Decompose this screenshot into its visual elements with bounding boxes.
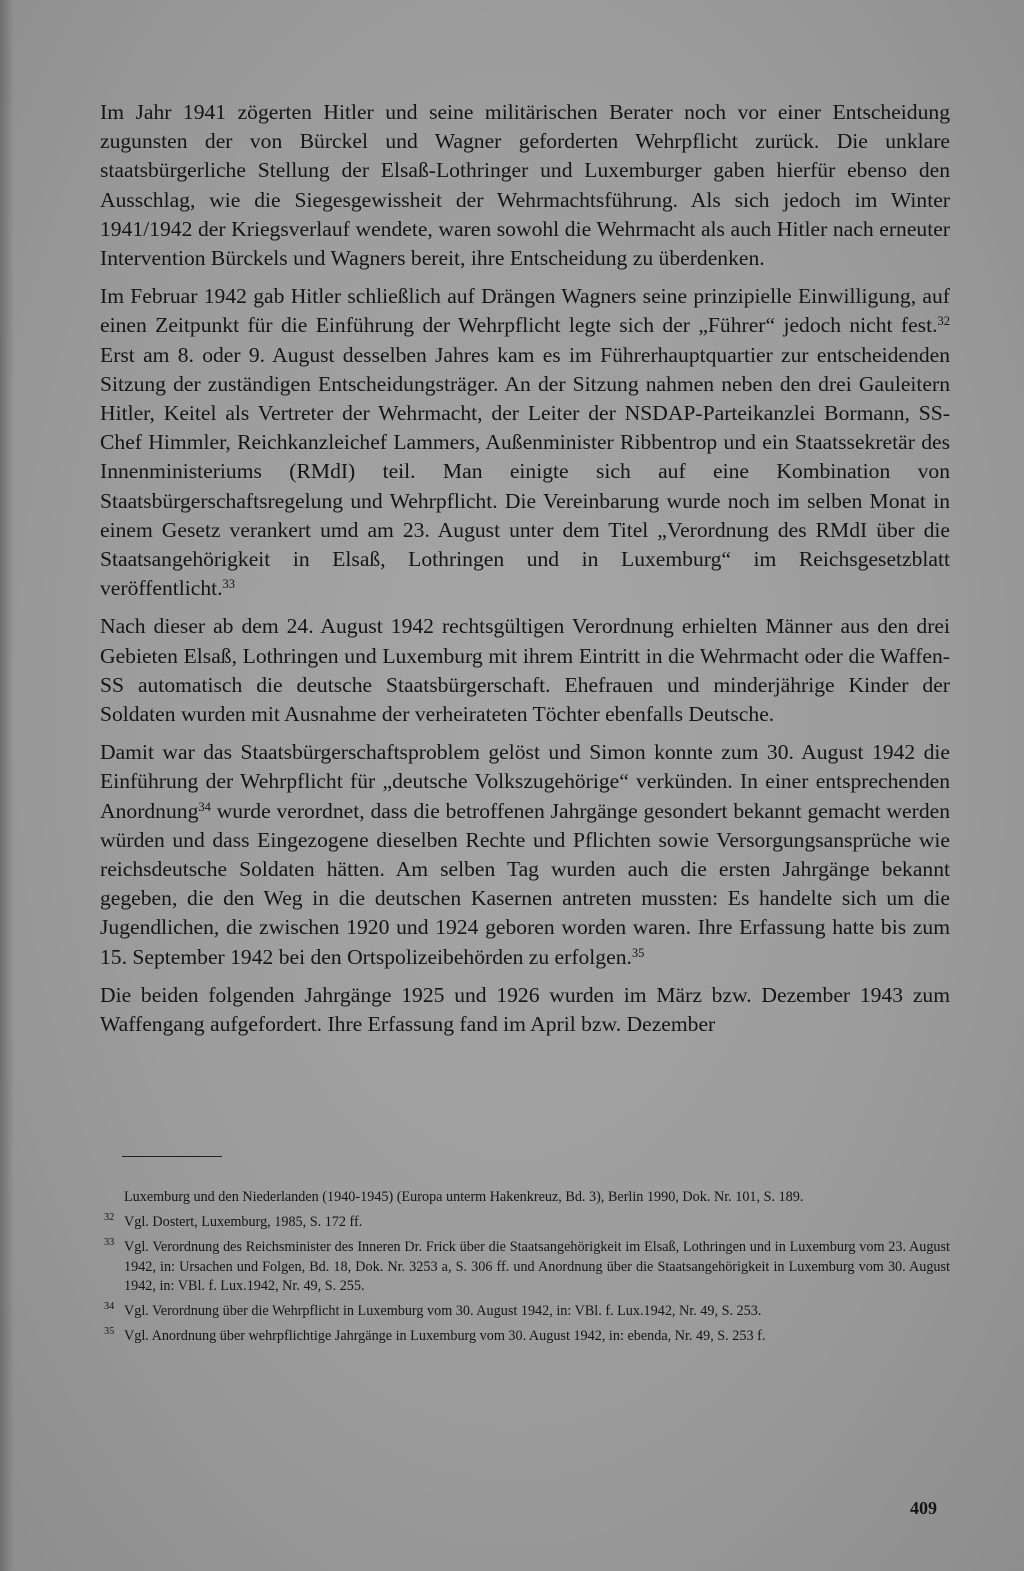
footnote-continued: [104, 1188, 950, 1207]
paragraph-2-part-a: Im Februar 1942 gab Hitler schließlich auf Drängen Wagners seine prinzipielle Einwilligung, auf einen Zeitpunkt für die Einführung der Wehrpflicht legte sich der „Führer“ jedoch nicht fest.: [100, 284, 950, 338]
page-number: 409: [910, 1498, 937, 1518]
paragraph-5: Die beiden folgenden Jahrgänge 1925 und 1926 wurden im März bzw. Dezember 1943 zum Waffengang aufgefordert. Ihre Erfassung fand im April bzw. Dezember: [100, 982, 950, 1037]
footnote-text: Vgl. Verordnung über die Wehrpflicht in Luxemburg vom 30. August 1942, in: VBl. f. Lux.1942, Nr. 49, S. 253.: [124, 1303, 762, 1320]
footnote-ref-32: 32: [937, 314, 950, 329]
footnote-number: 33: [104, 1237, 115, 1249]
paragraph-1: Im Jahr 1941 zögerten Hitler und seine militärischen Berater noch vor einer Entscheidung zugunsten der von Bürckel und Wagner geforderten Wehrpflicht zurück. Die unklare staatsbürgerliche Stellung der Elsaß-Lothringer und Luxemburger gaben hierfür ebenso den Ausschlag, wie die Siegesgewissheit der Wehrmachtsführung. Als sich jedoch im Winter 1941/1942 der Kriegsverlauf wendete, waren sowohl die Wehrmacht als auch Hitler nach erneuter Intervention Bürckels und Wagners bereit, ihre Entscheidung zu überdenken.: [100, 100, 950, 271]
footnote-text: Vgl. Dostert, Luxemburg, 1985, S. 172 ff.: [124, 1214, 363, 1231]
footnote-34: [104, 1302, 950, 1321]
footnote-divider: [122, 1156, 222, 1157]
footnote-number: 35: [104, 1326, 115, 1338]
footnote-number: 32: [104, 1212, 115, 1224]
footnote-35: [104, 1327, 950, 1346]
footnote-33: [104, 1238, 950, 1296]
paragraph-3: Nach dieser ab dem 24. August 1942 rechtsgültigen Verordnung erhielten Männer aus den drei Gebieten Elsaß, Lothringen und Luxemburg mit ihrem Eintritt in die Wehrmacht oder die Waffen-SS automatisch die deutsche Staatsbürgerschaft. Ehefrauen und minderjährige Kinder der Soldaten wurden mit Ausnahme der verheirateten Töchter ebenfalls Deutsche.: [100, 614, 950, 727]
main-text: [100, 98, 950, 1048]
paragraph-4-part-a: Damit war das Staatsbürgerschaftsproblem gelöst und Simon konnte zum 30. August 1942 die Einführung der Wehrpflicht für „deutsche Volkszugehörige“ verkünden. In einer entsprechenden Anordnung: [100, 740, 950, 823]
footnote-ref-33: 33: [222, 577, 236, 592]
footnote-text: Vgl. Anordnung über wehrpflichtige Jahrgänge in Luxemburg vom 30. August 1942, in: ebenda, Nr. 49, S. 253 f.: [124, 1328, 766, 1345]
paragraph-4: [100, 738, 950, 972]
paragraph-4-part-b: wurde verordnet, dass die betroffenen Jahrgänge gesondert bekannt gemacht werden würden und dass Eingezogene dieselben Rechte und Pflichten sowie Versorgungsansprüche wie reichsdeutsche Soldaten hätten. Am selben Tag wurden auch die ersten Jahrgänge bekannt gegeben, die den Weg in die deutschen Kasernen antreten mussten: Es handelte sich um die Jugendlichen, die zwischen 1920 und 1924 geboren worden waren. Ihre Erfassung hatte bis zum 15. September 1942 bei den Ortspolizeibehörden zu erfolgen.: [100, 798, 950, 969]
footnote-number: 34: [104, 1301, 115, 1313]
footnotes: [104, 1188, 950, 1352]
footnote-32: [104, 1213, 950, 1232]
footnote-text: Vgl. Verordnung des Reichsminister des Inneren Dr. Frick über die Staatsangehörigkeit im Elsaß, Lothringen und in Luxemburg vom 23. August 1942, in: Ursachen und Folgen, Bd. 18, Dok. Nr. 3253 a, S. 306 ff. und Anordnung über die Staatsangehörigkeit in Luxemburg vom 30. August 1942, in: VBl. f. Lux.1942, Nr. 49, S. 255.: [124, 1239, 950, 1294]
footnote-text: Luxemburg und den Niederlanden (1940-1945) (Europa unterm Hakenkreuz, Bd. 3), Berlin 1990, Dok. Nr. 101, S. 189.: [124, 1189, 804, 1205]
paragraph-2: [100, 282, 950, 603]
footnote-ref-34: 34: [198, 799, 211, 814]
footnote-ref-35: 35: [631, 945, 645, 960]
paragraph-2-part-b: Erst am 8. oder 9. August desselben Jahres kam es im Führerhauptquartier zur entscheidenden Sitzung der zuständigen Entscheidungsträger. An der Sitzung nahmen neben den drei Gauleitern Hitler, Keitel als Vertreter der Wehrmacht, der Leiter der NSDAP-Parteikanzlei Bormann, SS-Chef Himmler, Reichkanzleichef Lammers, Außenminister Ribbentrop und ein Staatssekretär des Innenministeriums (RMdI) teil. Man einigte sich auf eine Kombination von Staatsbürgerschaftsregelung und Wehrpflicht. Die Vereinbarung wurde noch im selben Monat in einem Gesetz verankert umd am 23. August unter dem Titel „Verordnung des RMdI über die Staatsangehörigkeit in Elsaß, Lothringen und in Luxemburg“ im Reichsgesetzblatt veröffentlicht.: [100, 342, 950, 601]
